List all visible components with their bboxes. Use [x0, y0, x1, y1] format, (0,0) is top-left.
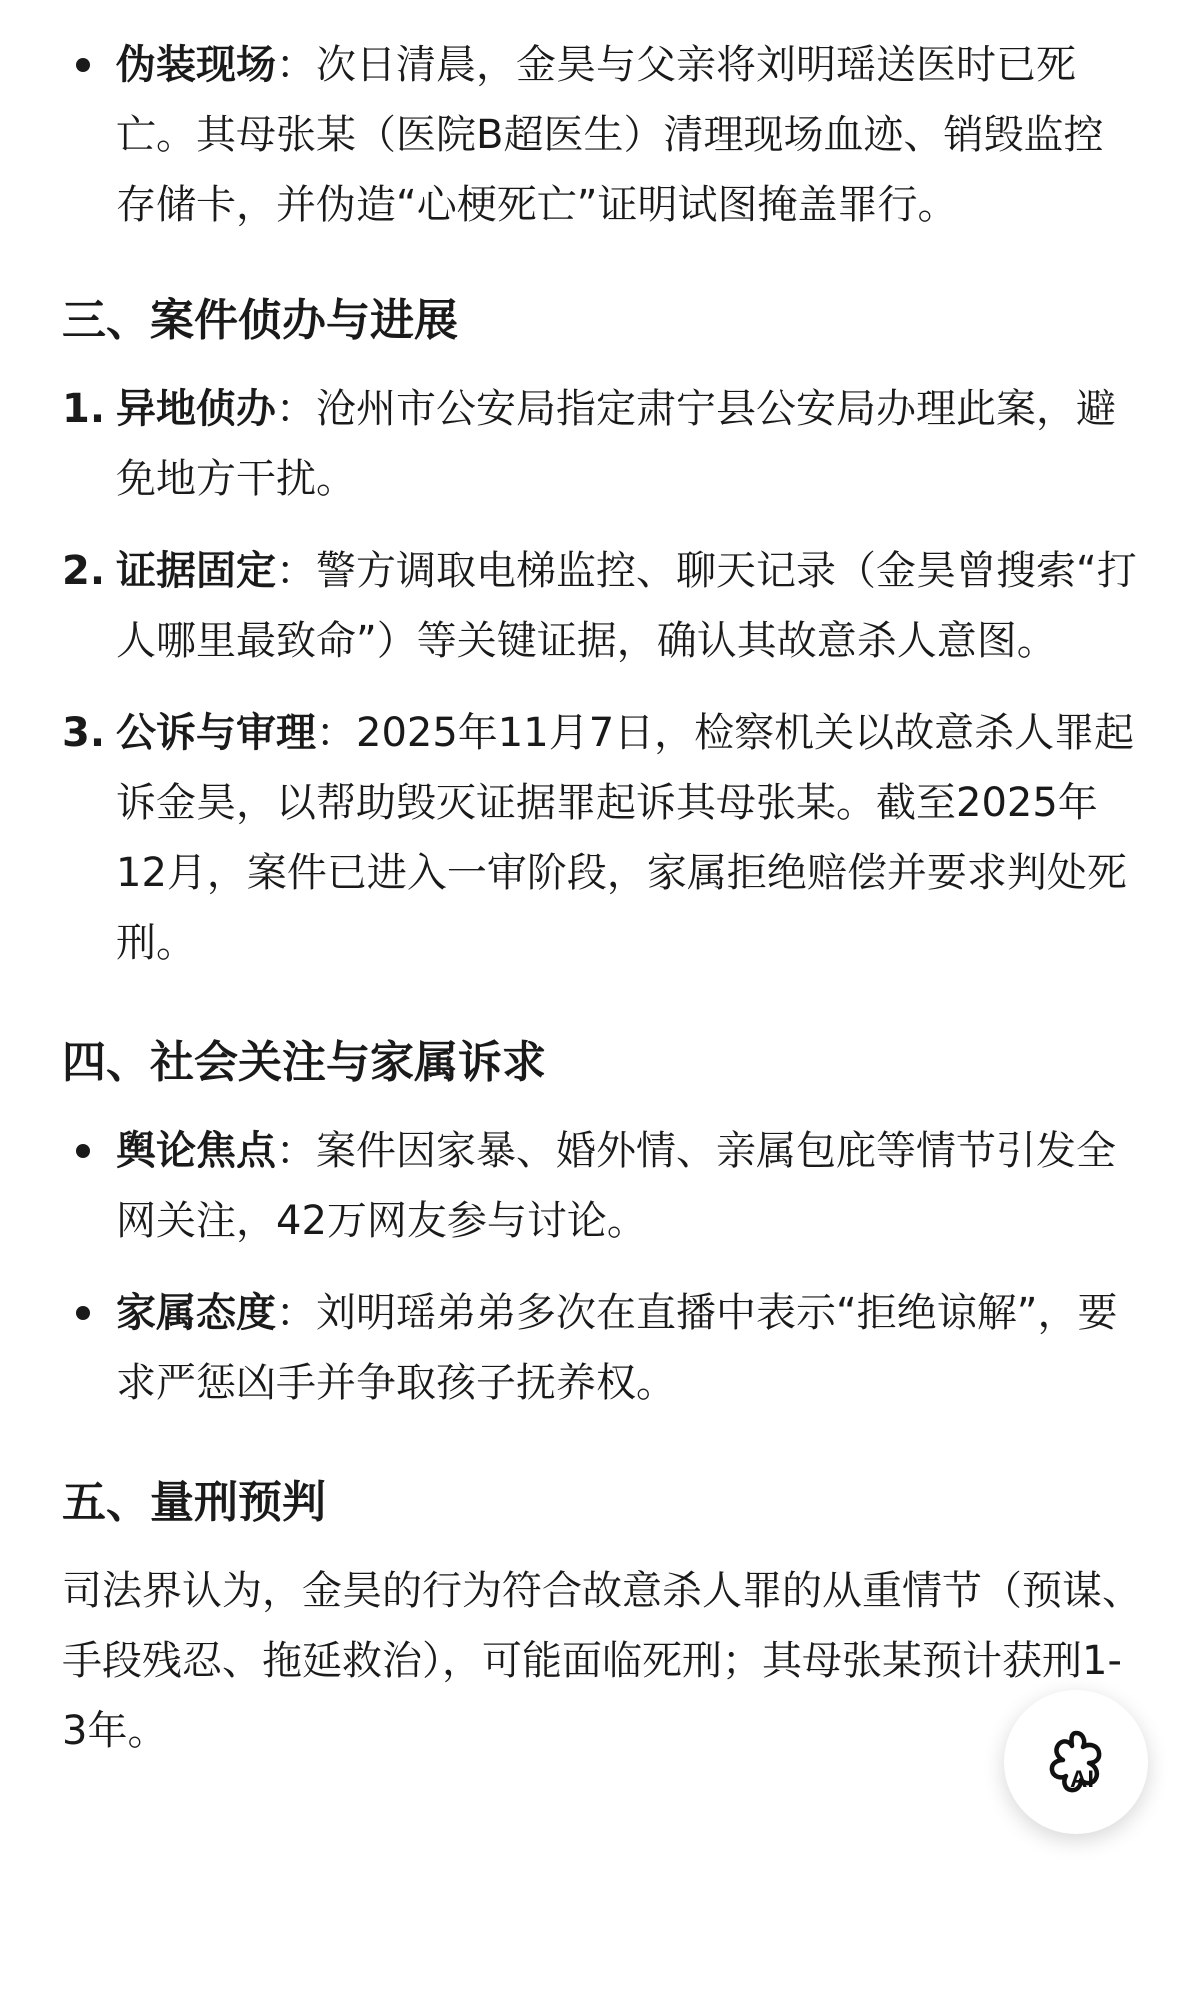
- ai-label: AI: [1070, 1766, 1094, 1793]
- item-label: 公诉与审理: [116, 710, 316, 756]
- bullet-dot: [76, 1306, 90, 1320]
- article-content: [62, 30, 1142, 1766]
- list-item-public-focus: [62, 1116, 1142, 1256]
- numbered-item-2: [62, 536, 1142, 676]
- item-number: 1.: [62, 386, 106, 432]
- section-heading-investigation: 三、案件侦办与进展: [62, 295, 458, 346]
- bullet-dot: [76, 58, 90, 72]
- item-label: 伪装现场: [116, 42, 276, 88]
- section-heading-public-attention: 四、社会关注与家属诉求: [62, 1037, 546, 1088]
- list-item-family-stance: [62, 1278, 1142, 1418]
- numbered-item-3: [62, 698, 1142, 978]
- item-text: ：警方调取电梯监控、聊天记录（金昊曾搜索“打人哪里最致命”）等关键证据，确认其故意杀人意图。: [116, 548, 1137, 664]
- item-text: ：案件因家暴、婚外情、亲属包庇等情节引发全网关注，42万网友参与讨论。: [116, 1128, 1116, 1244]
- item-label: 家属态度: [116, 1290, 276, 1336]
- item-label: 舆论焦点: [116, 1128, 276, 1174]
- ai-assistant-button[interactable]: [1004, 1690, 1148, 1834]
- section-heading-sentencing: 五、量刑预判: [62, 1477, 326, 1528]
- list-item-disguise-scene: [62, 30, 1142, 240]
- bullet-dot: [76, 1144, 90, 1158]
- item-text: ：2025年11月7日，检察机关以故意杀人罪起诉金昊，以帮助毁灭证据罪起诉其母张某。截至2025年12月，案件已进入一审阶段，家属拒绝赔偿并要求判处死刑。: [116, 710, 1135, 966]
- numbered-item-1: [62, 374, 1142, 514]
- item-text: ：沧州市公安局指定肃宁县公安局办理此案，避免地方干扰。: [116, 386, 1116, 502]
- item-number: 2.: [62, 548, 106, 594]
- item-text: ：刘明瑶弟弟多次在直播中表示“拒绝谅解”，要求严惩凶手并争取孩子抚养权。: [116, 1290, 1118, 1406]
- item-label: 证据固定: [116, 548, 276, 594]
- item-text: ：次日清晨，金昊与父亲将刘明瑶送医时已死亡。其母张某（医院B超医生）清理现场血迹、销毁监控存储卡，并伪造“心梗死亡”证明试图掩盖罪行。: [116, 42, 1104, 228]
- sentencing-paragraph: 司法界认为，金昊的行为符合故意杀人罪的从重情节（预谋、手段残忍、拖延救治），可能面临死刑；其母张某预计获刑1-3年。: [62, 1568, 1142, 1754]
- item-number: 3.: [62, 710, 106, 756]
- item-label: 异地侦办: [116, 386, 276, 432]
